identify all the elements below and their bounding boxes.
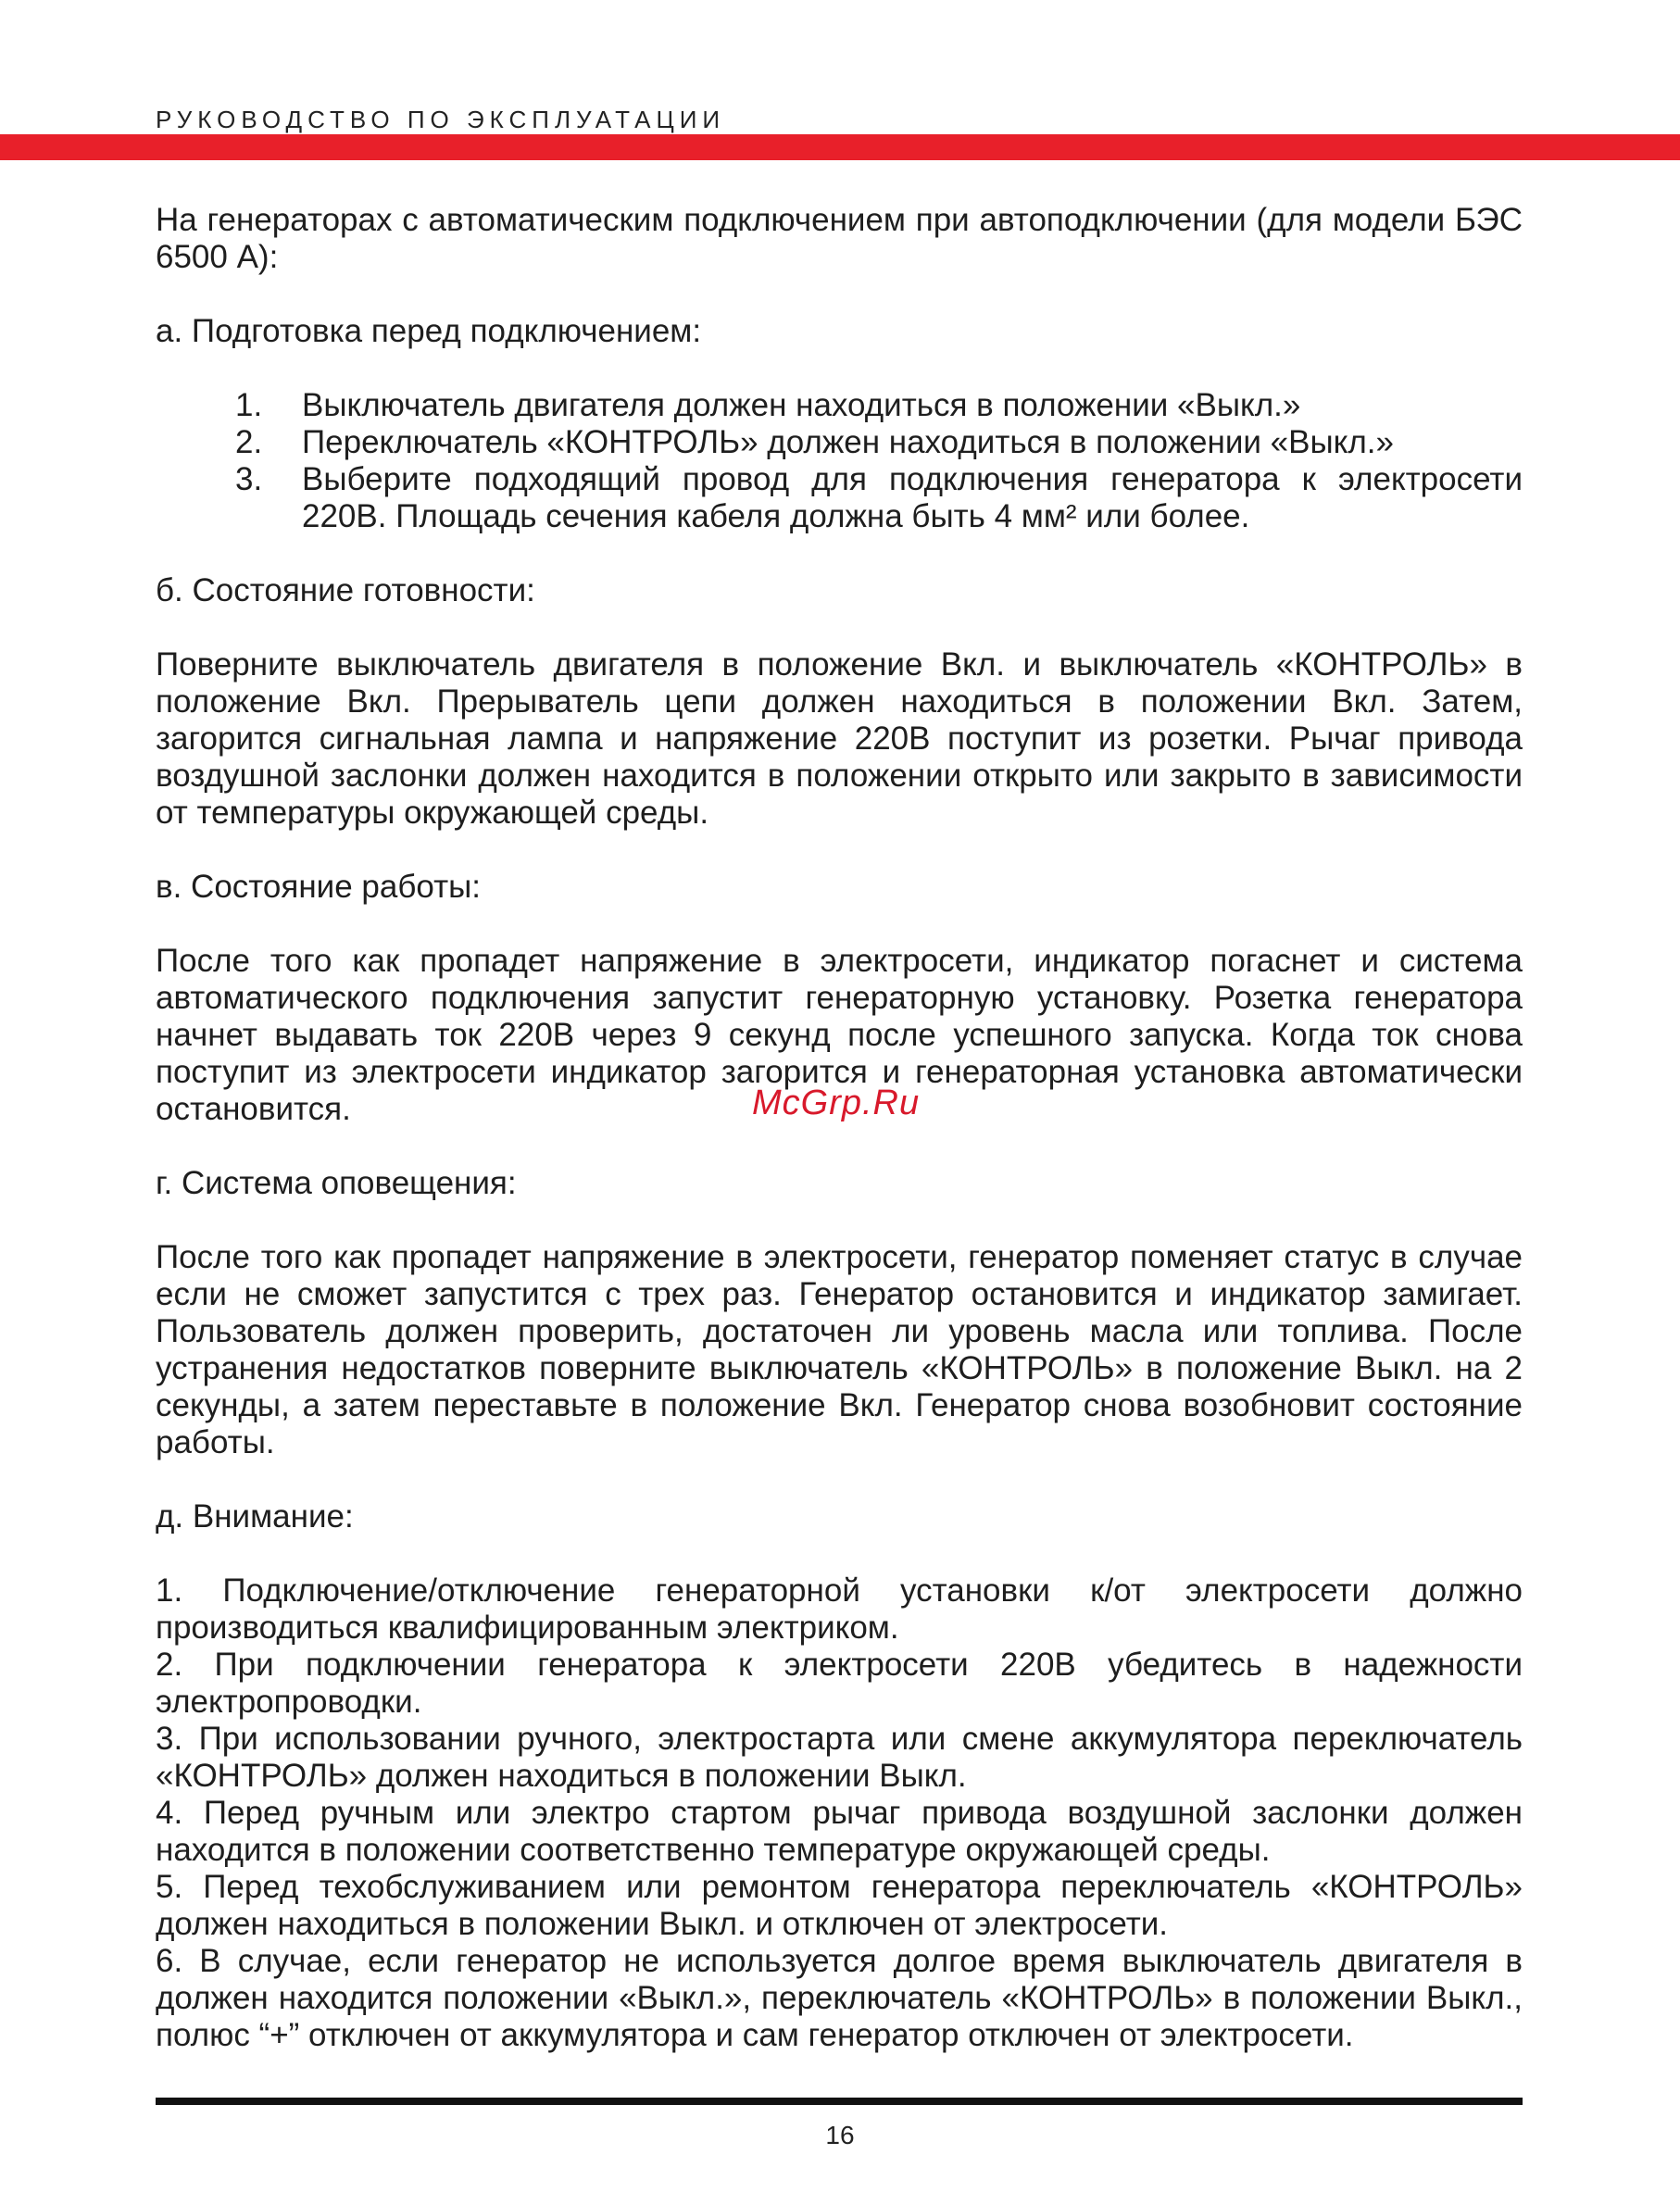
section-a-title: а. Подготовка перед подключением: [156,313,702,349]
list-item-number: 1. [235,387,263,423]
section-d-body: После того как пропадет напряжение в электросети, генератор поменяет статус в случае если не сможет запустится с трех раз. Генератор остановится и индикатор замигает. Пользователь должен проверить, достаточен ли уровень масла или топлива. После устранения недостатков поверните выключатель «КОНТРОЛЬ» в положение Выкл. на 2 секунды, а затем переставьте в положение Вкл. Генератор снова возобновит состояние работы. [156,1239,1523,1460]
page-content [156,202,1523,2054]
preparation-list [156,387,1523,535]
list-item-text: Переключатель «КОНТРОЛЬ» должен находиться в положении «Выкл.» [302,424,1394,460]
list-item [156,424,1523,461]
warning-item: 6. В случае, если генератор не используется долгое время выключатель двигателя в должен находится положении «Выкл.», переключатель «КОНТРОЛЬ» в положении Выкл., полюс “+” отключен от аккумулятора и сам генератор отключен от электросети. [156,1943,1523,2053]
warning-list [156,1572,1523,2054]
intro-paragraph: На генераторах с автоматическим подключением при автоподключении (для модели БЭС 6500 А): [156,202,1523,275]
running-header: РУКОВОДСТВО ПО ЭКСПЛУАТАЦИИ [156,106,726,133]
list-item-text: Выключатель двигателя должен находиться в положении «Выкл.» [302,387,1301,423]
warning-item: 5. Перед техобслуживанием или ремонтом генератора переключатель «КОНТРОЛЬ» должен находиться в положении Выкл. и отключен от электросети. [156,1869,1523,1942]
list-item-text: Выберите подходящий провод для подключения генератора к электросети 220В. Площадь сечения кабеля должна быть 4 мм² или более. [302,461,1523,534]
warning-item: 2. При подключении генератора к электросети 220В убедитесь в надежности электропроводки. [156,1647,1523,1720]
list-item [156,461,1523,535]
warning-item: 4. Перед ручным или электро стартом рычаг привода воздушной заслонки должен находится в положении соответственно температуре окружающей среды. [156,1795,1523,1868]
section-c-body: После того как пропадет напряжение в электросети, индикатор погаснет и система автоматического подключения запустит генераторную установку. Розетка генератора начнет выдавать ток 220В через 9 секунд после успешного запуска. Когда ток снова поступит из электросети индикатор загорится и генераторная установка автоматически остановится. [156,943,1523,1127]
section-b-title: б. Состояние готовности: [156,572,535,608]
section-c-title: в. Состояние работы: [156,869,481,905]
warning-item: 3. При использовании ручного, электростарта или смене аккумулятора переключатель «КОНТРОЛЬ» должен находиться в положении Выкл. [156,1721,1523,1794]
site-watermark: McGrp.Ru [752,1084,921,1122]
list-item-number: 2. [235,424,263,460]
list-item [156,387,1523,424]
section-e-title: д. Внимание: [156,1498,354,1535]
footer-rule [156,2098,1523,2105]
section-b-body: Поверните выключатель двигателя в положение Вкл. и выключатель «КОНТРОЛЬ» в положение Вкл. Прерыватель цепи должен находиться в положении Вкл. Затем, загорится сигнальная лампа и напряжение 220В поступит из розетки. Рычаг привода воздушной заслонки должен находится в положении открыто или закрыто в зависимости от температуры окружающей среды. [156,646,1523,831]
page-number: 16 [825,2121,855,2149]
header-red-band [0,134,1680,160]
warning-item: 1. Подключение/отключение генераторной установки к/от электросети должно производиться квалифицированным электриком. [156,1572,1523,1646]
list-item-number: 3. [235,461,263,497]
section-d-title: г. Система оповещения: [156,1165,517,1201]
